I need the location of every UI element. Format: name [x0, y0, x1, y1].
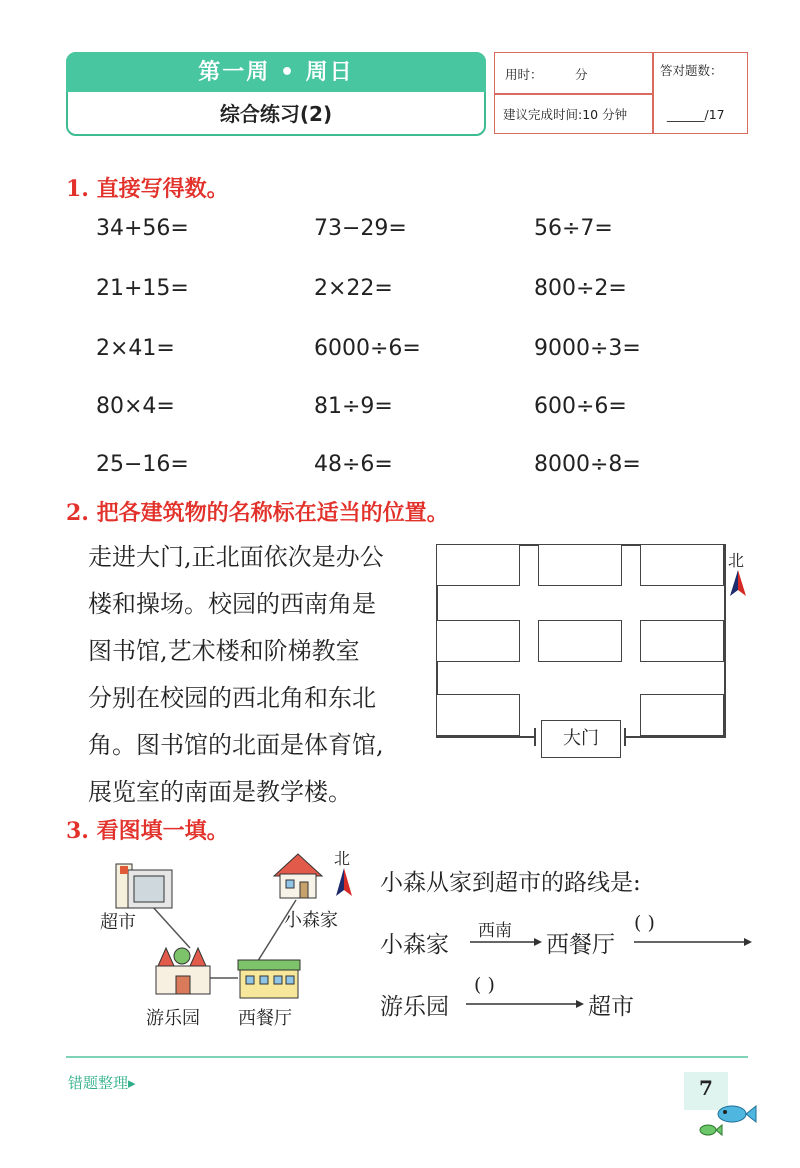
q2-line: 分别在校园的西北角和东北	[88, 684, 376, 712]
home-label: 小森家	[284, 910, 338, 931]
route-title: 小森从家到超市的路线是:	[380, 870, 641, 896]
building-slot[interactable]	[436, 694, 520, 736]
q2-number: 2.	[66, 500, 89, 526]
route-blank[interactable]: ( )	[474, 974, 495, 996]
q3-number: 3.	[66, 818, 89, 844]
q2-description	[88, 534, 433, 816]
north-label: 北	[728, 551, 745, 570]
calc-item: 8000÷8=	[534, 452, 641, 477]
building-slot[interactable]	[640, 620, 724, 662]
q2-line: 楼和操场。校园的西南角是	[88, 590, 376, 618]
score-total: ______/17	[667, 107, 725, 122]
calc-item: 48÷6=	[314, 452, 393, 477]
page-number: 7	[699, 1076, 713, 1100]
calc-item: 34+56=	[96, 216, 189, 241]
north-arrow-icon	[336, 868, 352, 896]
building-slot[interactable]	[538, 620, 622, 662]
restaurant-label: 西餐厅	[238, 1008, 292, 1029]
home-icon	[272, 852, 324, 900]
calc-item: 56÷7=	[534, 216, 613, 241]
q1-text: 直接写得数。	[96, 177, 229, 202]
park-label: 游乐园	[146, 1008, 200, 1029]
calc-item: 9000÷3=	[534, 336, 641, 361]
route1-from: 小森家	[380, 932, 449, 958]
building-slot[interactable]	[538, 544, 622, 586]
route-blank[interactable]: ( )	[634, 912, 655, 934]
calc-item: 800÷2=	[534, 276, 627, 301]
park-icon	[152, 944, 214, 996]
info-divider-v	[652, 53, 654, 133]
calc-item: 2×22=	[314, 276, 393, 301]
main-gate: 大门	[541, 720, 621, 758]
info-box	[494, 52, 748, 134]
info-divider-h	[495, 93, 652, 95]
correct-count-label: 答对题数：	[660, 63, 723, 78]
building-slot[interactable]	[436, 544, 520, 586]
q2-text: 把各建筑物的名称标在适当的位置。	[96, 501, 449, 526]
supermarket-label: 超市	[100, 912, 136, 933]
building-slot[interactable]	[640, 694, 724, 736]
restaurant-icon	[236, 956, 302, 1000]
route1-direction: 西南	[478, 921, 512, 941]
q1-heading	[66, 172, 229, 203]
minute-unit: 分	[575, 67, 588, 82]
calc-item: 81÷9=	[314, 394, 393, 419]
wall-post	[624, 728, 626, 746]
time-used-label: 用时：	[505, 67, 543, 82]
route1-to: 西餐厅	[546, 932, 615, 958]
q2-line: 角。图书馆的北面是体育馆,	[88, 731, 384, 759]
suggested-time: 建议完成时间:10 分钟	[503, 107, 628, 122]
calc-item: 80×4=	[96, 394, 175, 419]
calc-item: 21+15=	[96, 276, 189, 301]
route2-to: 超市	[588, 994, 634, 1020]
q2-line: 图书馆,艺术楼和阶梯教室	[88, 637, 360, 665]
calc-item: 600÷6=	[534, 394, 627, 419]
south-wall-left	[436, 736, 536, 738]
north-label: 北	[334, 849, 351, 868]
calc-item: 6000÷6=	[314, 336, 421, 361]
route2-from: 游乐园	[380, 994, 449, 1020]
south-wall-right	[624, 736, 724, 738]
q3-text: 看图填一填。	[96, 819, 229, 844]
q2-line: 走进大门,正北面依次是办公	[88, 543, 384, 571]
q3-heading	[66, 814, 229, 845]
calc-item: 2×41=	[96, 336, 175, 361]
wall-post	[534, 728, 536, 746]
supermarket-icon	[112, 860, 176, 912]
building-slot[interactable]	[640, 544, 724, 586]
q2-heading	[66, 496, 449, 527]
mistake-review-label: 错题整理▸	[68, 1074, 136, 1092]
footer-divider	[66, 1056, 748, 1058]
calc-item: 73−29=	[314, 216, 407, 241]
building-slot[interactable]	[436, 620, 520, 662]
fish-icon	[692, 1100, 758, 1140]
week-label: 第一周 • 周日	[198, 60, 354, 85]
route2-arrow-icon	[466, 998, 584, 1010]
exercise-title: 综合练习(2)	[219, 102, 333, 126]
route1-arrow-icon	[470, 936, 542, 948]
calc-item: 25−16=	[96, 452, 189, 477]
north-arrow-icon	[730, 570, 746, 596]
route1-next-arrow-icon	[634, 936, 752, 948]
q1-number: 1.	[66, 176, 89, 202]
q2-line: 展览室的南面是教学楼。	[88, 778, 352, 806]
